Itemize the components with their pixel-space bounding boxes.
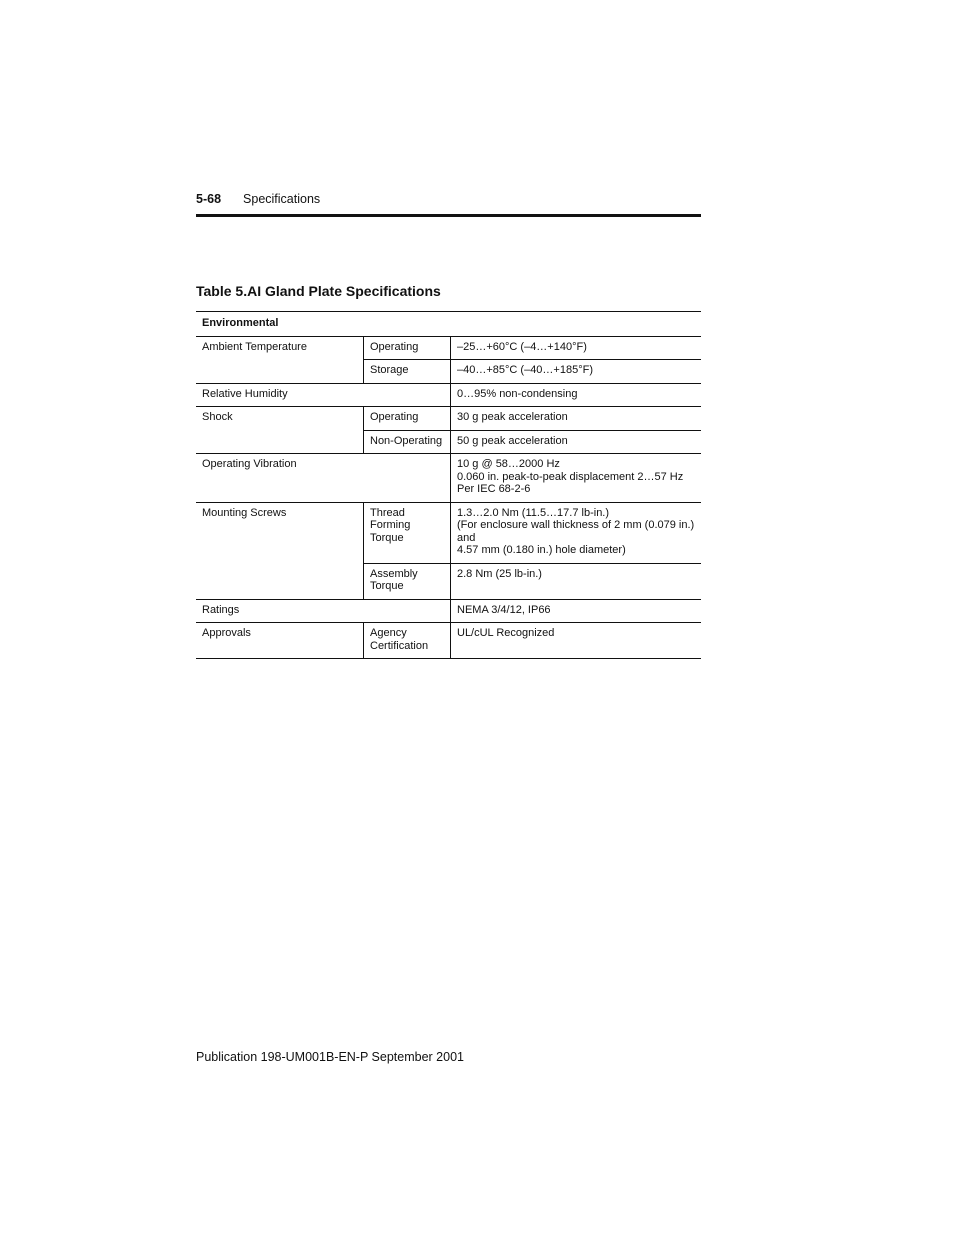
ambient-storage-label: Storage: [364, 360, 451, 384]
spec-table: [196, 311, 701, 659]
table-title: Table 5.AI Gland Plate Specifications: [196, 283, 441, 299]
thread-forming-torque-value: [451, 502, 702, 563]
ambient-storage-value: –40…+85°C (–40…+185°F): [451, 360, 702, 384]
shock-operating-label: Operating: [364, 407, 451, 431]
page-header: [196, 192, 701, 206]
mounting-screws-label: Mounting Screws: [196, 502, 364, 599]
ambient-temperature-label: Ambient Temperature: [196, 336, 364, 383]
agency-certification-label: [364, 623, 451, 659]
assembly-torque-value: 2.8 Nm (25 lb-in.): [451, 563, 702, 599]
approvals-value: UL/cUL Recognized: [451, 623, 702, 659]
approvals-label: Approvals: [196, 623, 364, 659]
thread-value-line: (For enclosure wall thickness of 2 mm (0.079 in.) and: [457, 519, 695, 544]
section-label: Environmental: [196, 312, 701, 337]
thread-label-line: Torque: [370, 531, 404, 544]
shock-label: Shock: [196, 407, 364, 454]
assembly-label-line: Assembly: [370, 567, 418, 580]
shock-nonoperating-label: Non-Operating: [364, 430, 451, 454]
table-row: [196, 383, 701, 407]
table-row: [196, 623, 701, 659]
vibration-value-line: Per IEC 68-2-6: [457, 483, 531, 495]
relative-humidity-value: 0…95% non-condensing: [451, 383, 702, 407]
agency-label-line: Agency: [370, 627, 407, 639]
table-row: [196, 454, 701, 503]
agency-label-line: Certification: [370, 639, 429, 652]
page-number: 5-68: [196, 192, 222, 206]
shock-nonoperating-value: 50 g peak acceleration: [451, 430, 702, 454]
operating-vibration-label: Operating Vibration: [196, 454, 451, 503]
publication-footer: Publication 198-UM001B-EN-P September 2001: [196, 1050, 464, 1064]
table-row: [196, 502, 701, 563]
table-row: [196, 336, 701, 360]
ratings-value: NEMA 3/4/12, IP66: [451, 599, 702, 623]
table-row: [196, 407, 701, 431]
assembly-torque-label: [364, 563, 451, 599]
assembly-label-line: Torque: [370, 580, 404, 592]
vibration-value-line: 0.060 in. peak-to-peak displacement 2…57 Hz: [457, 470, 684, 483]
thread-forming-torque-label: [364, 502, 451, 563]
table-row: [196, 599, 701, 623]
operating-vibration-value: [451, 454, 702, 503]
table-section-row: [196, 312, 701, 337]
ratings-label: Ratings: [196, 599, 451, 623]
section-title: Specifications: [243, 192, 321, 206]
relative-humidity-label: Relative Humidity: [196, 383, 451, 407]
ambient-operating-label: Operating: [364, 336, 451, 360]
vibration-value-line: 10 g @ 58…2000 Hz: [457, 458, 560, 470]
header-rule: [196, 214, 701, 217]
ambient-operating-value: –25…+60°C (–4…+140°F): [451, 336, 702, 360]
thread-value-line: 1.3…2.0 Nm (11.5…17.7 lb-in.): [457, 506, 610, 519]
thread-value-line: 4.57 mm (0.180 in.) hole diameter): [457, 544, 626, 556]
shock-operating-value: 30 g peak acceleration: [451, 407, 702, 431]
thread-label-line: Thread Forming: [370, 506, 411, 531]
